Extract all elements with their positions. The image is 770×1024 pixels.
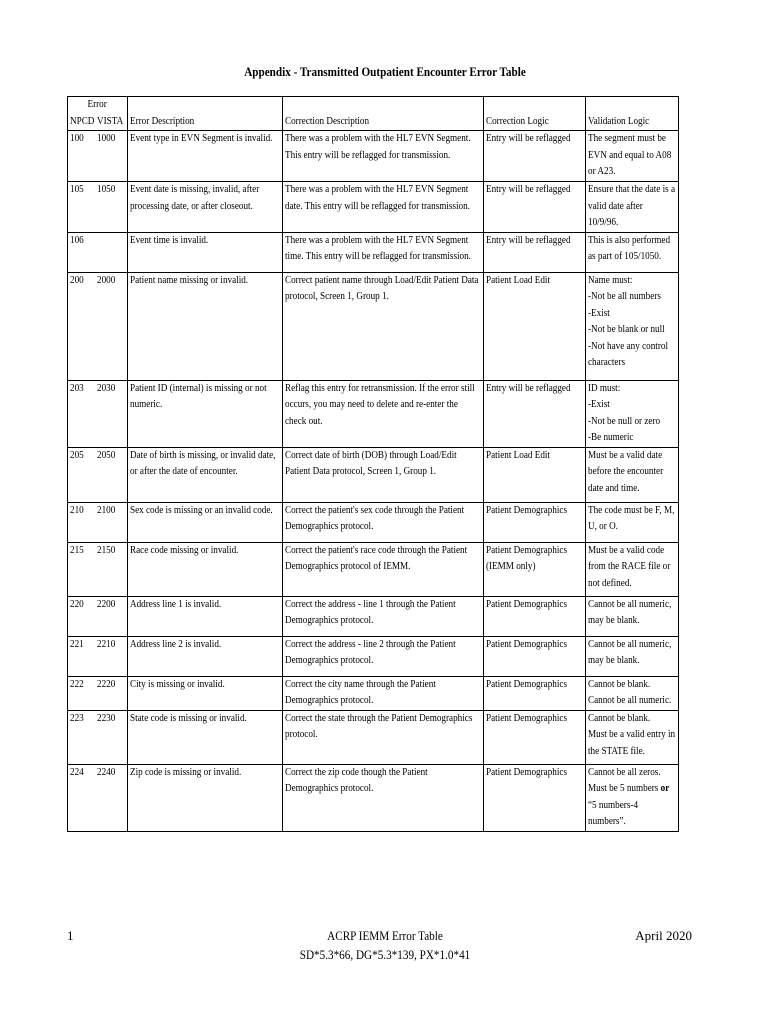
error-description-cell: Address line 1 is invalid. [127,596,282,636]
correction-description-cell: Correct patient name through Load/Edit Patient Data protocol, Screen 1, Group 1. [282,272,483,380]
error-group-header: Error [68,97,128,114]
header-row [68,114,679,131]
page-title: Appendix - Transmitted Outpatient Encounter Error Table [244,64,526,79]
npcd-cell: 205 [68,447,96,502]
vista-cell [95,232,127,272]
vista-cell: 2050 [95,447,127,502]
table-row [68,764,679,831]
error-description-cell: Event time is invalid. [127,232,282,272]
npcd-cell: 106 [68,232,96,272]
footer-date: April 2020 [635,928,692,943]
error-description-cell: State code is missing or invalid. [127,710,282,764]
validation-logic-cell: Name must: -Not be all numbers -Exist -Not be blank or null -Not have any control characters [586,272,679,380]
npcd-header: NPCD [68,114,96,131]
table-row [68,710,679,764]
correction-logic-cell: Patient Load Edit [483,272,586,380]
npcd-cell: 223 [68,710,96,764]
validation-logic-cell: This is also performed as part of 105/1050. [586,232,679,272]
table-row [68,636,679,676]
correction-logic-cell: Patient Demographics [483,764,586,831]
validation-logic-cell: Cannot be all numeric, may be blank. [586,596,679,636]
page-number: 1 [67,928,74,943]
npcd-cell: 200 [68,272,96,380]
vista-cell: 2210 [95,636,127,676]
error-description-cell: Address line 2 is invalid. [127,636,282,676]
vista-cell: 2220 [95,676,127,710]
error-description-cell: Sex code is missing or an invalid code. [127,502,282,542]
npcd-cell: 100 [68,131,96,182]
correction-logic-header: Correction Logic [483,114,586,131]
error-description-cell: Race code missing or invalid. [127,542,282,596]
validation-logic-cell: Cannot be blank. Must be a valid entry in the STATE file. [586,710,679,764]
error-description-header: Error Description [127,114,282,131]
correction-logic-cell: Patient Demographics [483,710,586,764]
correction-logic-cell: Patient Load Edit [483,447,586,502]
correction-logic-cell: Patient Demographics [483,502,586,542]
correction-description-cell: There was a problem with the HL7 EVN Segment date. This entry will be reflagged for transmission. [282,182,483,233]
npcd-cell: 224 [68,764,96,831]
correction-logic-cell: Entry will be reflagged [483,232,586,272]
vista-cell: 2000 [95,272,127,380]
validation-logic-cell: ID must: -Exist -Not be null or zero -Be numeric [586,380,679,447]
table-row [68,542,679,596]
vista-header: VISTA [95,114,127,131]
validation-logic-cell: Cannot be blank. Cannot be all numeric. [586,676,679,710]
correction-description-cell: Correct the state through the Patient Demographics protocol. [282,710,483,764]
validation-logic-cell: The segment must be EVN and equal to A08 or A23. [586,131,679,182]
vista-cell: 2150 [95,542,127,596]
vista-cell: 2100 [95,502,127,542]
vista-cell: 2030 [95,380,127,447]
validation-logic-cell: Ensure that the date is a valid date after 10/9/96. [586,182,679,233]
correction-logic-cell: Patient Demographics [483,596,586,636]
footer-patches: SD*5.3*66, DG*5.3*139, PX*1.0*41 [299,947,471,962]
vista-cell: 2200 [95,596,127,636]
correction-description-cell: Correct the patient's race code through the Patient Demographics protocol of IEMM. [282,542,483,596]
correction-description-cell: Correct the address - line 1 through the Patient Demographics protocol. [282,596,483,636]
correction-description-cell: Correct the city name through the Patient Demographics protocol. [282,676,483,710]
error-description-cell: Patient name missing or invalid. [127,272,282,380]
correction-description-cell: Correct the zip code though the Patient Demographics protocol. [282,764,483,831]
error-description-cell: City is missing or invalid. [127,676,282,710]
table-row [68,380,679,447]
table-row [68,447,679,502]
correction-description-cell: There was a problem with the HL7 EVN Segment. This entry will be reflagged for transmission. [282,131,483,182]
vista-cell: 2230 [95,710,127,764]
correction-description-cell: Correct the patient's sex code through the Patient Demographics protocol. [282,502,483,542]
correction-logic-cell: Patient Demographics [483,636,586,676]
correction-logic-cell: Patient Demographics (IEMM only) [483,542,586,596]
npcd-cell: 221 [68,636,96,676]
npcd-cell: 215 [68,542,96,596]
vista-cell: 2240 [95,764,127,831]
correction-description-cell: Correct date of birth (DOB) through Load/Edit Patient Data protocol, Screen 1, Group 1. [282,447,483,502]
vista-cell: 1050 [95,182,127,233]
npcd-cell: 203 [68,380,96,447]
table-row [68,182,679,233]
table-body [68,131,679,832]
table-row [68,596,679,636]
error-description-cell: Zip code is missing or invalid. [127,764,282,831]
correction-logic-cell: Entry will be reflagged [483,380,586,447]
footer-title: ACRP IEMM Error Table [327,928,443,943]
validation-logic-cell: Must be a valid date before the encounter date and time. [586,447,679,502]
error-description-cell: Event date is missing, invalid, after processing date, or after closeout. [127,182,282,233]
table-row [68,131,679,182]
error-description-cell: Patient ID (internal) is missing or not numeric. [127,380,282,447]
validation-logic-header: Validation Logic [586,114,679,131]
footer-center [54,926,716,964]
npcd-cell: 210 [68,502,96,542]
error-table [67,96,679,832]
correction-logic-cell: Entry will be reflagged [483,131,586,182]
table-row [68,502,679,542]
npcd-cell: 105 [68,182,96,233]
validation-logic-cell: Cannot be all zeros. Must be 5 numbers or “5 numbers-4 numbers”. [586,764,679,831]
validation-logic-cell: The code must be F, M, U, or O. [586,502,679,542]
error-description-cell: Event type in EVN Segment is invalid. [127,131,282,182]
npcd-cell: 222 [68,676,96,710]
correction-logic-cell: Patient Demographics [483,676,586,710]
table-row [68,272,679,380]
correction-logic-cell: Entry will be reflagged [483,182,586,233]
vista-cell: 1000 [95,131,127,182]
correction-description-cell: Correct the address - line 2 through the Patient Demographics protocol. [282,636,483,676]
correction-description-cell: There was a problem with the HL7 EVN Segment time. This entry will be reflagged for transmission. [282,232,483,272]
validation-logic-cell: Must be a valid code from the RACE file or not defined. [586,542,679,596]
error-description-cell: Date of birth is missing, or invalid date, or after the date of encounter. [127,447,282,502]
correction-description-header: Correction Description [282,114,483,131]
header-row-group [68,97,679,114]
validation-logic-cell: Cannot be all numeric, may be blank. [586,636,679,676]
npcd-cell: 220 [68,596,96,636]
correction-description-cell: Reflag this entry for retransmission. If the error still occurs, you may need to delete and re-enter the check out. [282,380,483,447]
table-row [68,232,679,272]
table-row [68,676,679,710]
